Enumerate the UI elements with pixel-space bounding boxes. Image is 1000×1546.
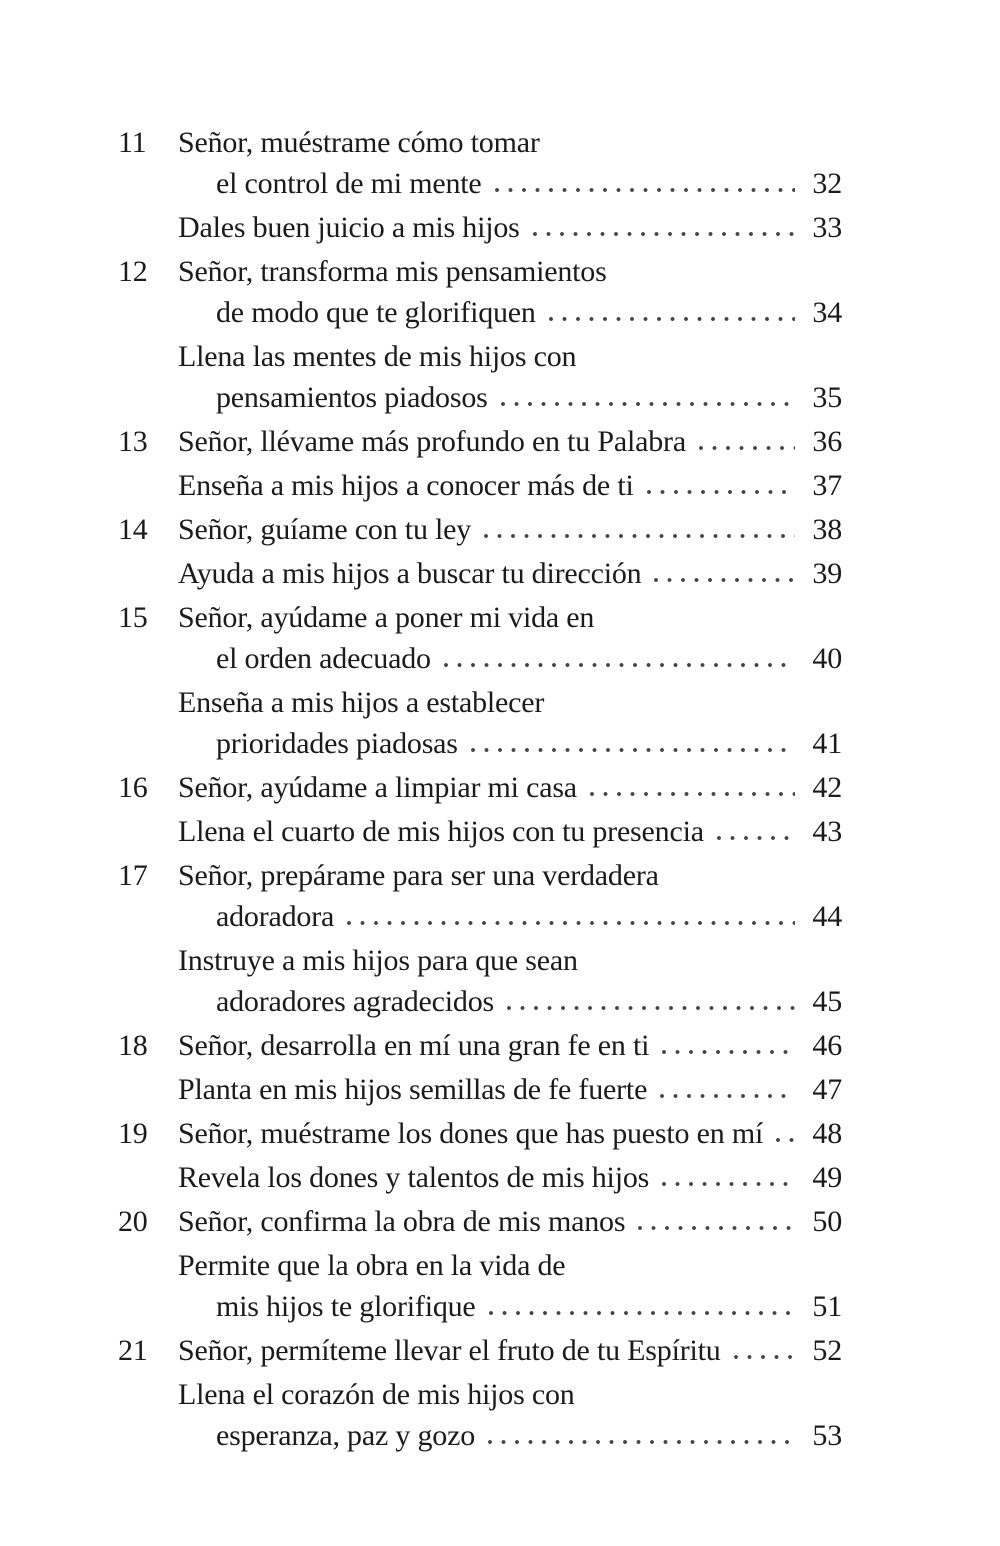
toc-entry-21 <box>118 1330 842 1371</box>
toc-entry-19 <box>118 1201 842 1242</box>
page-number: 34 <box>812 296 842 329</box>
entry-title: Señor, muéstrame cómo tomar <box>178 126 540 159</box>
page-number: 36 <box>812 425 842 458</box>
page-number: 50 <box>812 1205 842 1238</box>
toc-entry-22 <box>118 1374 842 1456</box>
chapter-number: 19 <box>118 1117 148 1150</box>
entry-title-continued: adoradores agradecidos <box>216 985 494 1018</box>
toc-entry-17 <box>118 1113 842 1154</box>
toc-entry-6 <box>118 465 842 506</box>
toc-entry-line <box>118 509 842 550</box>
entry-title: Dales buen juicio a mis hijos <box>178 211 520 244</box>
toc-entry-3 <box>118 251 842 333</box>
chapter-number: 14 <box>118 513 148 546</box>
toc-entry-line <box>118 1157 842 1198</box>
entry-title: Llena el cuarto de mis hijos con tu presencia <box>178 815 704 848</box>
entry-title-continued: esperanza, paz y gozo <box>216 1419 475 1452</box>
toc-entry-1 <box>118 122 842 204</box>
entry-title: Señor, desarrolla en mí una gran fe en ti <box>178 1029 650 1062</box>
toc-entry-7 <box>118 509 842 550</box>
dot-leader <box>730 1353 795 1360</box>
toc-entry-line <box>118 682 842 723</box>
dot-leader <box>656 1092 795 1099</box>
toc-entry-line <box>118 597 842 638</box>
toc-entry-2 <box>118 207 842 248</box>
toc-entry-4 <box>118 336 842 418</box>
toc-entry-5 <box>118 421 842 462</box>
toc-entry-line-continued <box>118 1415 842 1456</box>
chapter-number: 20 <box>118 1205 148 1238</box>
toc-entry-line <box>118 1113 842 1154</box>
toc-entry-line <box>118 940 842 981</box>
dot-leader <box>545 315 795 322</box>
entry-title: Señor, llévame más profundo en tu Palabra <box>178 425 686 458</box>
dot-leader <box>480 532 795 539</box>
entry-title: Señor, transforma mis pensamientos <box>178 255 607 288</box>
dot-leader <box>650 576 795 583</box>
page-number: 41 <box>812 727 842 760</box>
toc-entry-10 <box>118 682 842 764</box>
entry-title-continued: adoradora <box>216 900 335 933</box>
toc-entry-13 <box>118 855 842 937</box>
entry-title: Revela los dones y talentos de mis hijos <box>178 1161 650 1194</box>
dot-leader <box>772 1136 795 1143</box>
dot-leader <box>440 661 795 668</box>
toc-entry-16 <box>118 1069 842 1110</box>
entry-title: Señor, permíteme llevar el fruto de tu Espíritu <box>178 1334 721 1367</box>
toc-entry-line-continued <box>118 377 842 418</box>
entry-title: Enseña a mis hijos a conocer más de ti <box>178 469 634 502</box>
page-number: 43 <box>812 815 842 848</box>
entry-title: Llena las mentes de mis hijos con <box>178 340 577 373</box>
toc-entry-line <box>118 553 842 594</box>
page-number: 48 <box>812 1117 842 1150</box>
toc-entry-line <box>118 811 842 852</box>
toc-entry-line <box>118 421 842 462</box>
toc-entry-line <box>118 1201 842 1242</box>
entry-title: Señor, muéstrame los dones que has puesto en mí <box>178 1117 764 1150</box>
dot-leader <box>658 1048 795 1055</box>
toc-entry-line <box>118 1069 842 1110</box>
entry-title: Enseña a mis hijos a establecer <box>178 686 545 719</box>
entry-title: Permite que la obra en la vida de <box>178 1249 566 1282</box>
chapter-number: 16 <box>118 771 148 804</box>
toc-entry-line <box>118 465 842 506</box>
toc-entry-line <box>118 1330 842 1371</box>
page-number: 42 <box>812 771 842 804</box>
page-number: 44 <box>812 900 842 933</box>
dot-leader <box>343 919 795 926</box>
entry-title-continued: el control de mi mente <box>216 167 482 200</box>
dot-leader <box>586 790 795 797</box>
page-number: 38 <box>812 513 842 546</box>
toc-entry-20 <box>118 1245 842 1327</box>
toc-entry-line <box>118 207 842 248</box>
toc-entry-line <box>118 1374 842 1415</box>
toc-entry-14 <box>118 940 842 1022</box>
toc-entry-line <box>118 1025 842 1066</box>
dot-leader <box>634 1224 795 1231</box>
dot-leader <box>529 230 795 237</box>
chapter-number: 17 <box>118 859 148 892</box>
toc-entry-15 <box>118 1025 842 1066</box>
toc-entry-11 <box>118 767 842 808</box>
entry-title: Señor, ayúdame a limpiar mi casa <box>178 771 577 804</box>
toc-entry-line-continued <box>118 638 842 679</box>
page-number: 40 <box>812 642 842 675</box>
entry-title-continued: prioridades piadosas <box>216 727 458 760</box>
entry-title: Instruye a mis hijos para que sean <box>178 944 578 977</box>
entry-title: Ayuda a mis hijos a buscar tu dirección <box>178 557 642 590</box>
chapter-number: 12 <box>118 255 148 288</box>
toc-entry-line <box>118 336 842 377</box>
toc-entry-line-continued <box>118 163 842 204</box>
toc-entry-12 <box>118 811 842 852</box>
toc-entry-18 <box>118 1157 842 1198</box>
page-number: 32 <box>812 167 842 200</box>
chapter-number: 11 <box>118 126 147 159</box>
dot-leader <box>467 746 795 753</box>
toc-entry-line <box>118 251 842 292</box>
toc-entry-line-continued <box>118 1286 842 1327</box>
entry-title-continued: el orden adecuado <box>216 642 431 675</box>
dot-leader <box>485 1309 795 1316</box>
page-number: 39 <box>812 557 842 590</box>
toc-entry-line-continued <box>118 981 842 1022</box>
entry-title: Señor, confirma la obra de mis manos <box>178 1205 626 1238</box>
page-number: 53 <box>812 1419 842 1452</box>
page-number: 37 <box>812 469 842 502</box>
chapter-number: 21 <box>118 1334 148 1367</box>
toc-entry-8 <box>118 553 842 594</box>
toc-entry-line <box>118 855 842 896</box>
toc-entry-line <box>118 122 842 163</box>
entry-title-continued: mis hijos te glorifique <box>216 1290 476 1323</box>
page-number: 49 <box>812 1161 842 1194</box>
toc-entry-line-continued <box>118 292 842 333</box>
chapter-number: 18 <box>118 1029 148 1062</box>
entry-title: Señor, ayúdame a poner mi vida en <box>178 601 595 634</box>
entry-title: Señor, guíame con tu ley <box>178 513 472 546</box>
dot-leader <box>503 1004 795 1011</box>
entry-title: Señor, prepárame para ser una verdadera <box>178 859 659 892</box>
page-number: 51 <box>812 1290 842 1323</box>
page-number: 33 <box>812 211 842 244</box>
entry-title-continued: de modo que te glorifiquen <box>216 296 536 329</box>
dot-leader <box>491 186 795 193</box>
page-number: 45 <box>812 985 842 1018</box>
page-number: 35 <box>812 381 842 414</box>
dot-leader <box>695 444 795 451</box>
dot-leader <box>713 834 795 841</box>
entry-title: Planta en mis hijos semillas de fe fuerte <box>178 1073 648 1106</box>
page-number: 46 <box>812 1029 842 1062</box>
entry-title-continued: pensamientos piadosos <box>216 381 488 414</box>
toc-entry-line-continued <box>118 723 842 764</box>
toc-entry-line <box>118 767 842 808</box>
dot-leader <box>658 1180 795 1187</box>
toc-entry-line-continued <box>118 896 842 937</box>
dot-leader <box>497 400 795 407</box>
toc-entry-9 <box>118 597 842 679</box>
entry-title: Llena el corazón de mis hijos con <box>178 1378 575 1411</box>
toc-entry-line <box>118 1245 842 1286</box>
page-number: 47 <box>812 1073 842 1106</box>
dot-leader <box>643 488 795 495</box>
table-of-contents <box>118 122 842 1456</box>
chapter-number: 15 <box>118 601 148 634</box>
chapter-number: 13 <box>118 425 148 458</box>
page-number: 52 <box>812 1334 842 1367</box>
dot-leader <box>484 1438 795 1445</box>
